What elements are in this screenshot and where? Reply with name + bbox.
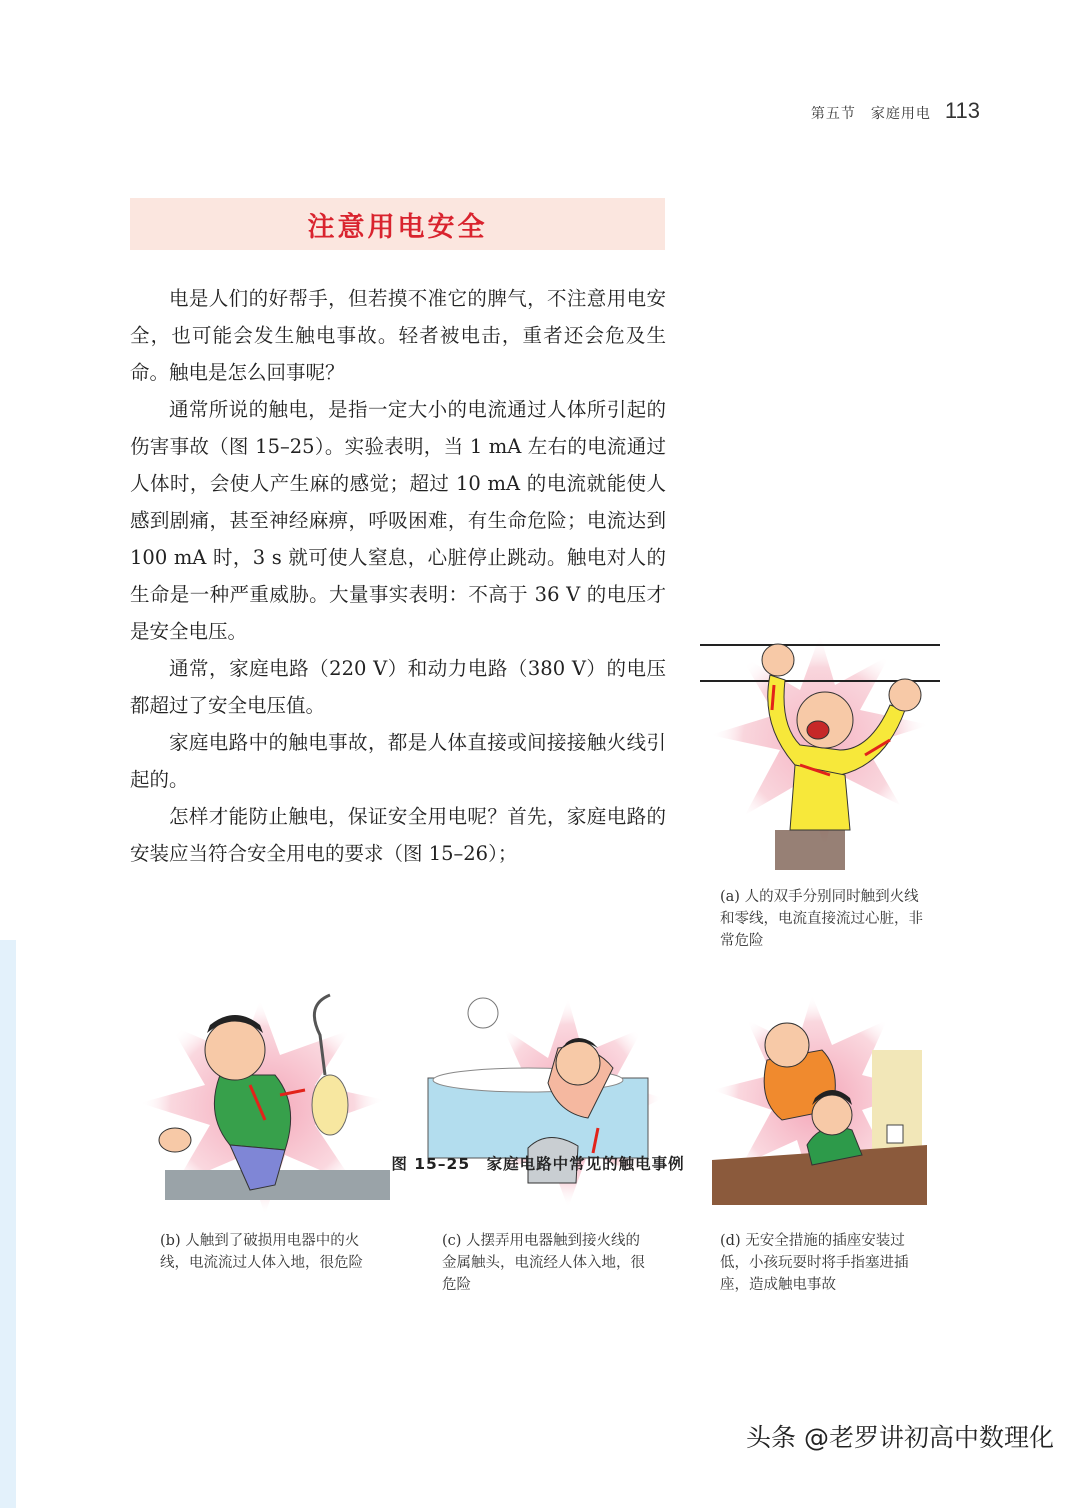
- paragraph-3: 通常，家庭电路（220 V）和动力电路（380 V）的电压都超过了安全电压值。: [130, 657, 666, 717]
- figure-b-caption: (b) 人触到了破损用电器中的火线，电流流过人体入地，很危险: [160, 1233, 363, 1271]
- watermark-text: 头条 @老罗讲初高中数理化: [746, 1423, 1054, 1452]
- paragraph-2: 通常所说的触电，是指一定大小的电流通过人体所引起的伤害事故（图 15–25）。实验表明，当 1 mA 左右的电流通过人体时，会使人产生麻的感觉；超过 10 mA 的电流就能使人感到剧痛，甚至神经麻痹，呼吸困难，有生命危险；电流达到 100 mA 时，3 s 就可使人窒息，心脏停止跳动。触电对人的生命是一种严重威胁。大量事实表明：不高于 36 V 的电压才是安全电压。: [130, 398, 666, 643]
- page-edge-strip: [0, 940, 16, 1508]
- section-heading: [130, 198, 665, 250]
- paragraph-5: 怎样才能防止触电，保证安全用电呢？首先，家庭电路的安装应当符合安全用电的要求（图 15–26）；: [130, 805, 666, 865]
- figure-a-caption: (a) 人的双手分别同时触到火线和零线，电流直接流过心脏，非常危险: [720, 889, 923, 949]
- paragraph-1: 电是人们的好帮手，但若摸不准它的脾气，不注意用电安全，也可能会发生触电事故。轻者被电击，重者还会危及生命。触电是怎么回事呢？: [130, 287, 666, 384]
- running-header: [811, 98, 980, 124]
- figure-a-illustration: [700, 615, 940, 870]
- paragraph-4: 家庭电路中的触电事故，都是人体直接或间接接触火线引起的。: [130, 731, 666, 791]
- figure-d-illustration: [712, 990, 927, 1210]
- figure-main-caption: 图 15–25 家庭电路中常见的触电事例: [391, 1155, 685, 1173]
- figure-c-caption: (c) 人摆弄用电器触到接火线的金属触头，电流经人体入地，很危险: [442, 1233, 645, 1293]
- page-number: 113: [944, 98, 980, 123]
- body-text: [130, 280, 666, 872]
- figure-d-caption: (d) 无安全措施的插座安装过低，小孩玩耍时将手指塞进插座，造成触电事故: [720, 1233, 909, 1293]
- figure-c-illustration: [418, 988, 663, 1213]
- heading-text: 注意用电安全: [307, 211, 488, 243]
- figure-b-illustration: [135, 985, 390, 1220]
- section-title: 第五节 家庭用电: [810, 106, 931, 122]
